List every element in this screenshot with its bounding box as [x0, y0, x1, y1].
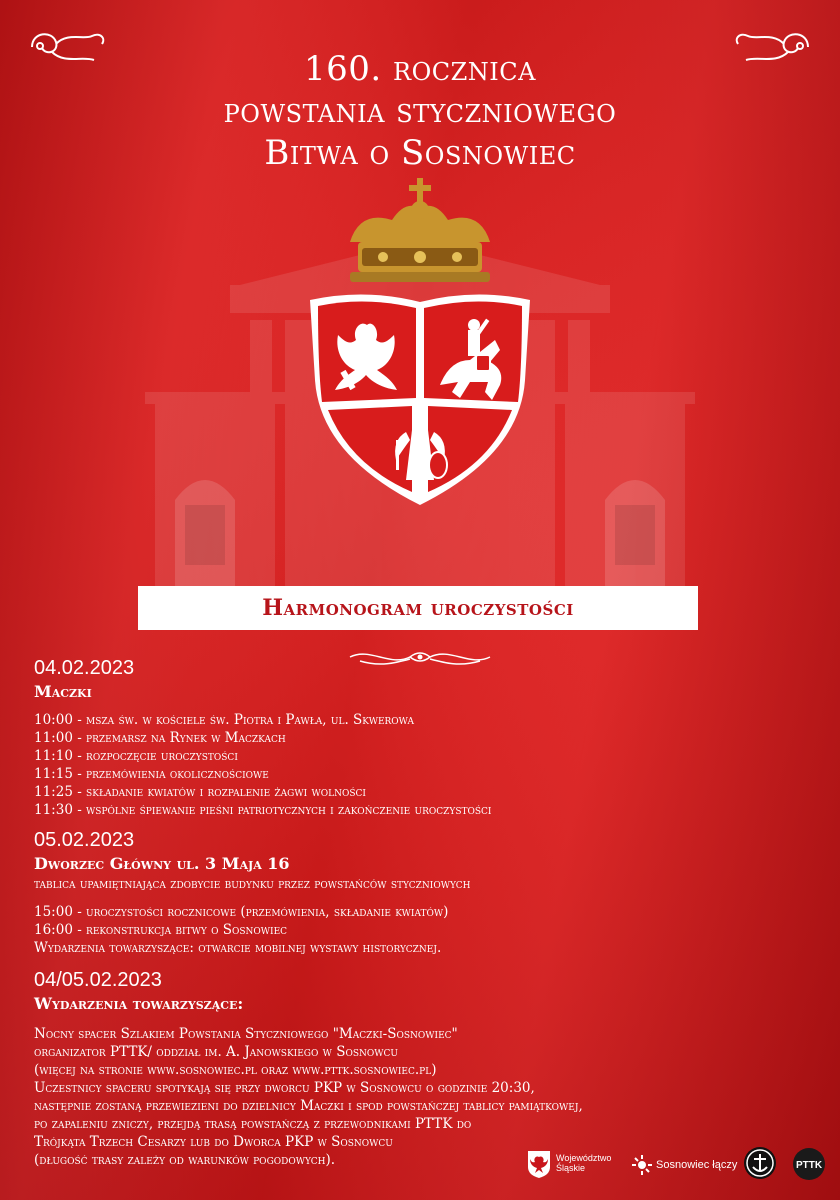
- list-item: Nocny spacer Szlakiem Powstania Styczniowego "Maczki-Sosnowiec": [34, 1026, 458, 1042]
- list-item: 16:00 - rekonstrukcja bitwy o Sosnowiec: [34, 922, 288, 938]
- list-item: organizator PTTK/ oddział im. A. Janowskiego w Sosnowcu: [34, 1044, 398, 1060]
- day-place: Maczki: [34, 682, 92, 701]
- day-items: [34, 711, 814, 819]
- day-date: 04.02.2023: [34, 657, 135, 679]
- list-item: 11:00 - przemarsz na Rynek w Maczkach: [34, 730, 286, 746]
- wojewodztwo-logo-text: Województwo Śląskie: [556, 1153, 612, 1173]
- list-item: Trójkąta Trzech Cesarzy lub do Dworca PKP w Sosnowcu: [34, 1134, 393, 1150]
- list-item: 11:10 - rozpoczęcie uroczystości: [34, 748, 238, 764]
- list-item: 11:15 - przemówienia okolicznościowe: [34, 766, 269, 782]
- day-place: Wydarzenia towarzyszące:: [34, 994, 244, 1013]
- list-item: 10:00 - msza św. w kościele św. Piotra i Pawła, ul. Skwerowa: [34, 712, 414, 728]
- day-place: Dworzec Główny ul. 3 Maja 16: [34, 854, 290, 873]
- sosnowiec-sun-logo-icon: [632, 1155, 652, 1175]
- poster-title: [0, 48, 840, 174]
- pttk-logo-icon: [792, 1147, 826, 1181]
- day-items: [34, 903, 814, 957]
- anchor-badge-logo-icon: [742, 1145, 778, 1181]
- schedule: [34, 655, 814, 1169]
- title-line-1: 160. rocznica: [304, 49, 536, 89]
- coat-of-arms-illustration: [0, 170, 840, 590]
- title-line-3: Bitwa o Sosnowiec: [264, 133, 576, 173]
- list-item: 11:30 - wspólne śpiewanie pieśni patriotycznych i zakończenie uroczystości: [34, 802, 492, 818]
- silesia-eagle-logo-icon: [526, 1149, 552, 1179]
- list-item: (więcej na stronie www.sosnowiec.pl oraz www.pttk.sosnowiec.pl): [34, 1062, 437, 1078]
- title-line-2: powstania styczniowego: [223, 91, 617, 131]
- pttk-logo-text: PTTK: [795, 1160, 823, 1171]
- list-item: tablica upamiętniająca zdobycie budynku przez powstańców styczniowych: [34, 876, 471, 892]
- day-date: 05.02.2023: [34, 829, 135, 851]
- list-item: Wydarzenia towarzyszące: otwarcie mobilnej wystawy historycznej.: [34, 940, 442, 956]
- day-date: 04/05.02.2023: [34, 969, 162, 991]
- list-item: 15:00 - uroczystości rocznicowe (przemówienia, składanie kwiatów): [34, 904, 449, 920]
- list-item: Uczestnicy spaceru spotykają się przy dworcu PKP w Sosnowcu o godzinie 20:30,: [34, 1080, 535, 1096]
- list-item: 11:25 - składanie kwiatów i rozpalenie żagwi wolności: [34, 784, 366, 800]
- list-item: następnie zostaną przewiezieni do dzielnicy Maczki i spod powstańczej tablicy pamiątkowej,: [34, 1098, 583, 1114]
- list-item: po zapaleniu zniczy, przejdą trasą powstańczą z przewodnikami PTTK do: [34, 1116, 472, 1132]
- sponsor-logos: [520, 1145, 830, 1185]
- crown-icon: [350, 178, 490, 282]
- list-item: (długość trasy zależy od warunków pogodowych).: [34, 1152, 336, 1168]
- sosnowiec-logo-text: Sosnowiec łączy: [656, 1159, 738, 1171]
- day-note: [34, 875, 814, 893]
- schedule-banner: Harmonogram uroczystości: [138, 586, 698, 630]
